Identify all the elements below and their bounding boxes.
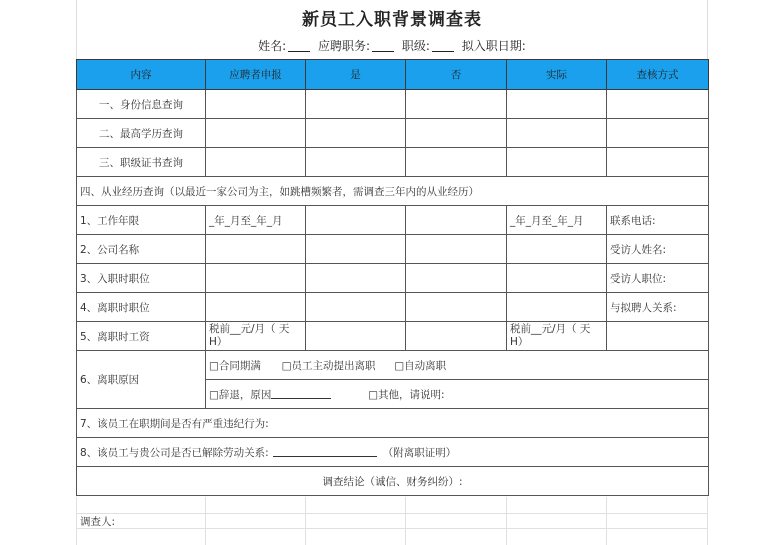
- table-row: [77, 322, 709, 351]
- cell[interactable]: [306, 322, 406, 351]
- position-blank[interactable]: [372, 40, 394, 52]
- discipline-question[interactable]: 7、该员工在职期间是否有严重违纪行为:: [77, 409, 709, 438]
- header-no: 否: [406, 60, 507, 90]
- checkbox-other[interactable]: □其他，请说明:: [368, 388, 445, 401]
- table-row: [77, 264, 709, 293]
- cell[interactable]: [206, 264, 306, 293]
- dismissal-reason-blank[interactable]: [271, 388, 331, 399]
- checkbox-voluntary-resignation[interactable]: □员工主动提出离职: [281, 359, 376, 372]
- table-row: [77, 90, 709, 119]
- cell[interactable]: [306, 119, 406, 148]
- checkbox-contract-expired[interactable]: □合同期满: [209, 359, 261, 372]
- form-title: 新员工入职背景调查表: [302, 10, 482, 30]
- cell[interactable]: [206, 119, 306, 148]
- salary-declared[interactable]: 税前__元/月（ 天H）: [206, 322, 306, 351]
- level-blank[interactable]: [432, 40, 454, 52]
- cell[interactable]: [507, 293, 607, 322]
- cell[interactable]: [206, 90, 306, 119]
- name-label: 姓名:: [258, 39, 287, 53]
- work-years-declared[interactable]: _年_月至_年_月: [206, 206, 306, 235]
- cell[interactable]: [206, 148, 306, 177]
- cell[interactable]: [607, 119, 709, 148]
- position-label: 应聘职务:: [318, 39, 371, 53]
- gridline: [606, 497, 607, 545]
- table-row: [77, 119, 709, 148]
- table-row: [77, 206, 709, 235]
- inspector-label: 调查人:: [80, 516, 116, 528]
- labor-relation-blank[interactable]: [273, 446, 377, 457]
- gridline: [76, 497, 77, 545]
- gridline: [707, 497, 708, 545]
- bottom-gridlines: [76, 497, 708, 545]
- leaving-position-label: 4、离职时职位: [77, 293, 206, 322]
- cell[interactable]: [406, 264, 507, 293]
- cell[interactable]: [206, 235, 306, 264]
- table-row: [77, 293, 709, 322]
- gridline: [405, 497, 406, 545]
- level-label: 职级:: [401, 39, 430, 53]
- labor-relation-question: 8、该员工与贵公司是否已解除劳动关系:: [80, 446, 269, 459]
- cell[interactable]: [406, 322, 507, 351]
- cell[interactable]: [306, 90, 406, 119]
- cell[interactable]: [507, 119, 607, 148]
- gridline: [506, 497, 507, 545]
- work-years-label: 1、工作年限: [77, 206, 206, 235]
- applicant-info-line: [76, 33, 708, 59]
- interviewee-position-label[interactable]: 受访人职位:: [607, 264, 709, 293]
- header-row: [77, 60, 709, 90]
- checkbox-auto-leave[interactable]: □自动离职: [394, 359, 447, 372]
- check-table: [76, 59, 709, 496]
- table-row: [77, 177, 709, 206]
- header-method: 查核方式: [607, 60, 709, 90]
- header-declared: 应聘者申报: [206, 60, 306, 90]
- relationship-label[interactable]: 与拟聘人关系:: [607, 293, 709, 322]
- header-yes: 是: [306, 60, 406, 90]
- certificate-check-label: 三、职级证书查询: [77, 148, 206, 177]
- cell[interactable]: [607, 90, 709, 119]
- salary-actual[interactable]: 税前__元/月（ 天H）: [507, 322, 607, 351]
- education-check-label: 二、最高学历查询: [77, 119, 206, 148]
- cell[interactable]: [507, 148, 607, 177]
- cell[interactable]: [406, 293, 507, 322]
- cell[interactable]: [607, 322, 709, 351]
- cell[interactable]: [507, 264, 607, 293]
- cell[interactable]: [406, 119, 507, 148]
- gridline: [205, 497, 206, 545]
- checkbox-dismissed[interactable]: □辞退，原因: [209, 388, 272, 401]
- cell[interactable]: [406, 90, 507, 119]
- conclusion-label[interactable]: 调查结论（诚信、财务纠纷）:: [77, 467, 709, 496]
- table-row: [77, 438, 709, 467]
- cell[interactable]: [406, 235, 507, 264]
- work-years-actual[interactable]: _年_月至_年_月: [507, 206, 607, 235]
- header-actual: 实际: [507, 60, 607, 90]
- cell[interactable]: [306, 206, 406, 235]
- table-row: [77, 148, 709, 177]
- cell[interactable]: [306, 264, 406, 293]
- interviewee-name-label[interactable]: 受访人姓名:: [607, 235, 709, 264]
- cell[interactable]: [507, 90, 607, 119]
- name-blank[interactable]: [288, 40, 310, 52]
- cell[interactable]: [306, 148, 406, 177]
- gridline: [76, 528, 708, 529]
- labor-relation-row: [77, 438, 709, 467]
- header-content: 内容: [77, 60, 206, 90]
- contact-phone-label[interactable]: 联系电话:: [607, 206, 709, 235]
- date-label: 拟入职日期:: [461, 39, 526, 53]
- leaving-reason-options-1: [206, 351, 709, 380]
- cell[interactable]: [607, 148, 709, 177]
- leaving-reason-options-2: [206, 380, 709, 409]
- table-row: [77, 409, 709, 438]
- table-row: [77, 467, 709, 496]
- resignation-proof-note: （附离职证明）: [382, 446, 457, 459]
- cell[interactable]: [406, 206, 507, 235]
- table-row: [77, 235, 709, 264]
- cell[interactable]: [306, 235, 406, 264]
- gridline: [305, 497, 306, 545]
- leaving-reason-label: 6、离职原因: [77, 351, 206, 409]
- cell[interactable]: [306, 293, 406, 322]
- table-row: [77, 351, 709, 380]
- cell[interactable]: [206, 293, 306, 322]
- leaving-salary-label: 5、离职时工资: [77, 322, 206, 351]
- gridline: [76, 513, 708, 514]
- entry-position-label: 3、入职时职位: [77, 264, 206, 293]
- company-name-label: 2、公司名称: [77, 235, 206, 264]
- employment-history-heading: 四、从业经历查询（以最近一家公司为主，如跳槽频繁者，需调查三年内的从业经历）: [77, 177, 709, 206]
- identity-check-label: 一、身份信息查询: [77, 90, 206, 119]
- cell[interactable]: [406, 148, 507, 177]
- cell[interactable]: [507, 235, 607, 264]
